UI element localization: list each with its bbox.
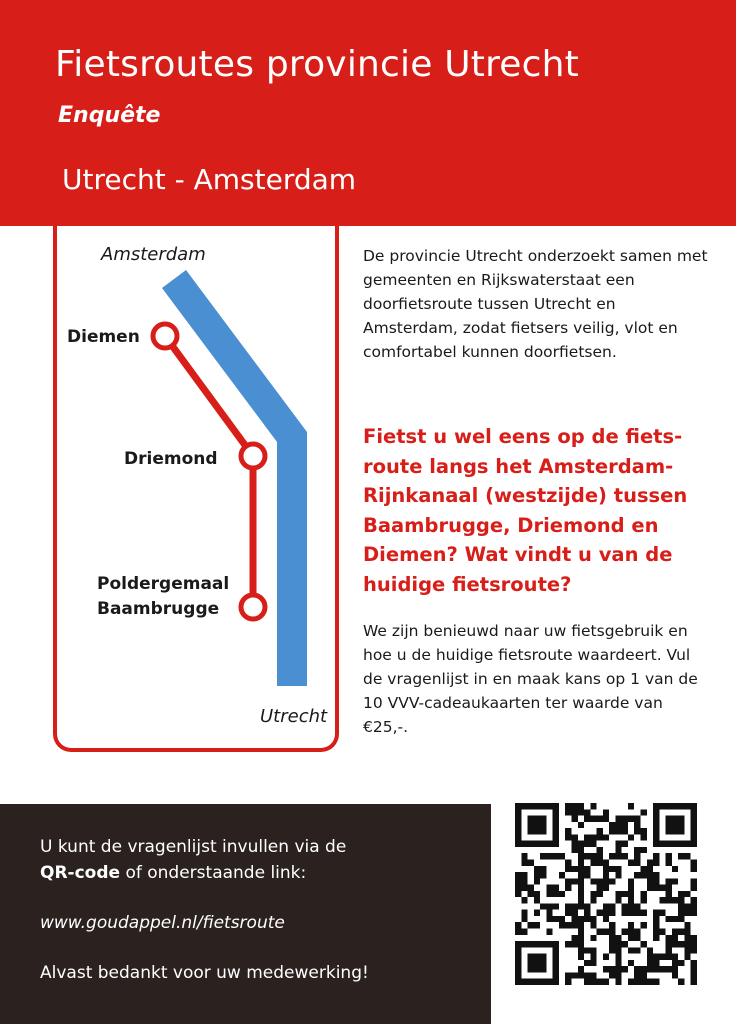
question-paragraph: Fietst u wel eens op de fietsroute langs het Amsterdam-Rijnkanaal (westzijde) tussen Baambrugge, Driemond en Diemen? Wat vindt u van de huidige fietsroute? (363, 425, 688, 596)
stop-label-diemen: Diemen (67, 327, 140, 347)
stop-label-driemond: Driemond (124, 449, 218, 469)
intro-paragraph: De provincie Utrecht onderzoekt samen met gemeenten en Rijkswaterstaat een doorfietsroute tussen Utrecht en Amsterdam, zodat fietsers veilig, vlot en comfortabel kunnen doorfietsen. (363, 247, 708, 361)
footer-line-1: U kunt de vragenlijst invullen via de (40, 837, 347, 857)
qr-code-image[interactable] (515, 803, 697, 985)
stop-label-baambrugge: Baambrugge (97, 599, 220, 619)
page-title: Fietsroutes provincie Utrecht (55, 44, 579, 85)
route-name: Utrecht - Amsterdam (62, 163, 357, 196)
footer-panel (0, 804, 491, 1024)
stop-marker-driemond (241, 444, 265, 468)
route-map (0, 0, 360, 760)
footer-line-2: of onderstaande link: (120, 863, 307, 883)
invitation-paragraph: We zijn benieuwd naar uw fietsgebruik en hoe u de huidige fietsroute waardeert. Vul de vragenlijst in en maak kans op 1 van de 10 VVV-cadeaukaarten ter waarde van €25,-. (363, 622, 698, 736)
stop-marker-diemen (153, 324, 177, 348)
map-label-utrecht: Utrecht (260, 706, 328, 727)
survey-link[interactable]: www.goudappel.nl/fietsroute (40, 913, 285, 933)
thanks-text: Alvast bedankt voor uw medewerking! (40, 963, 369, 983)
canal-line (174, 279, 292, 686)
qr-code-label: QR-code (40, 863, 121, 883)
stop-marker-baambrugge (241, 595, 265, 619)
footer-instructions (40, 834, 480, 886)
map-label-amsterdam: Amsterdam (101, 244, 206, 265)
stop-label-poldergemaal: Poldergemaal (97, 574, 230, 594)
page-subtitle: Enquête (58, 103, 161, 128)
footer-text (40, 834, 480, 986)
